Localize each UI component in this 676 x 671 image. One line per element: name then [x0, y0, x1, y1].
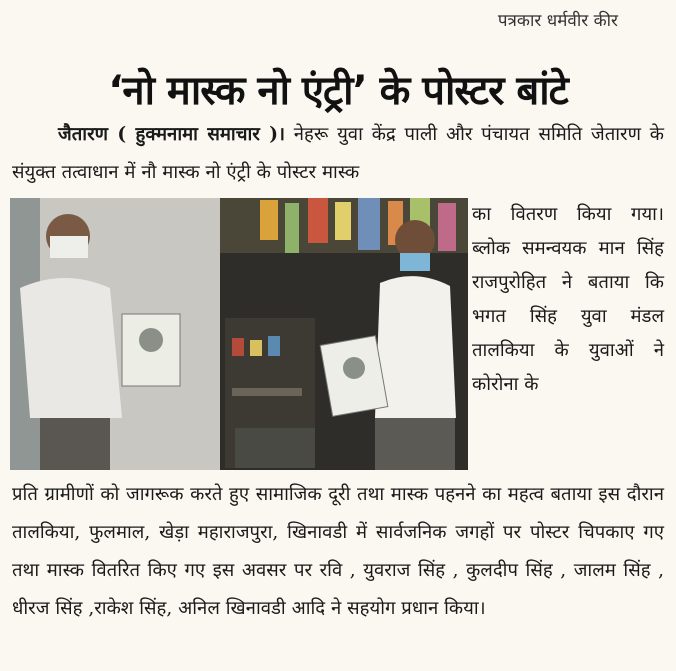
- photo-illustration: [10, 198, 468, 470]
- byline: पत्रकार धर्मवीर कीर: [497, 11, 618, 31]
- news-photo: [10, 198, 468, 470]
- lead-text: नेहरू युवा केंद्र पाली और पंचायत समिति जेतारण के संयुक्त तत्वाधान में नौ मास्क नो एंट्री के पोस्टर मास्क: [12, 124, 664, 183]
- lead-paragraph: [12, 116, 664, 192]
- bottom-paragraph: प्रति ग्रामीणों को जागरूक करते हुए सामाजिक दूरी तथा मास्क पहनने का महत्व बताया इस दौरान तालकिया, फुलमाल, खेड़ा महाराजपुरा, खिनावडी में सार्वजनिक जगहों पर पोस्टर चिपकाए गए तथा मास्क वितरित किए गए इस अवसर पर रवि , युवराज सिंह , कुलदीप सिंह , जालम सिंह , धीरज सिंह ,राकेश सिंह, अनिल खिनावडी आदि ने सहयोग प्रधान किया।: [12, 484, 664, 619]
- side-column-text: का वितरण किया गया। ब्लोक समन्वयक मान सिंह राजपुरोहित ने बताया कि भगत सिंह युवा मंडल तालकिया के युवाओं ने कोरोना के: [472, 204, 664, 395]
- headline: ‘नो मास्क नो एंट्री’ के पोस्टर बांटे: [108, 67, 568, 114]
- dateline: जैतारण ( हुक्मनामा समाचार )।: [58, 124, 285, 145]
